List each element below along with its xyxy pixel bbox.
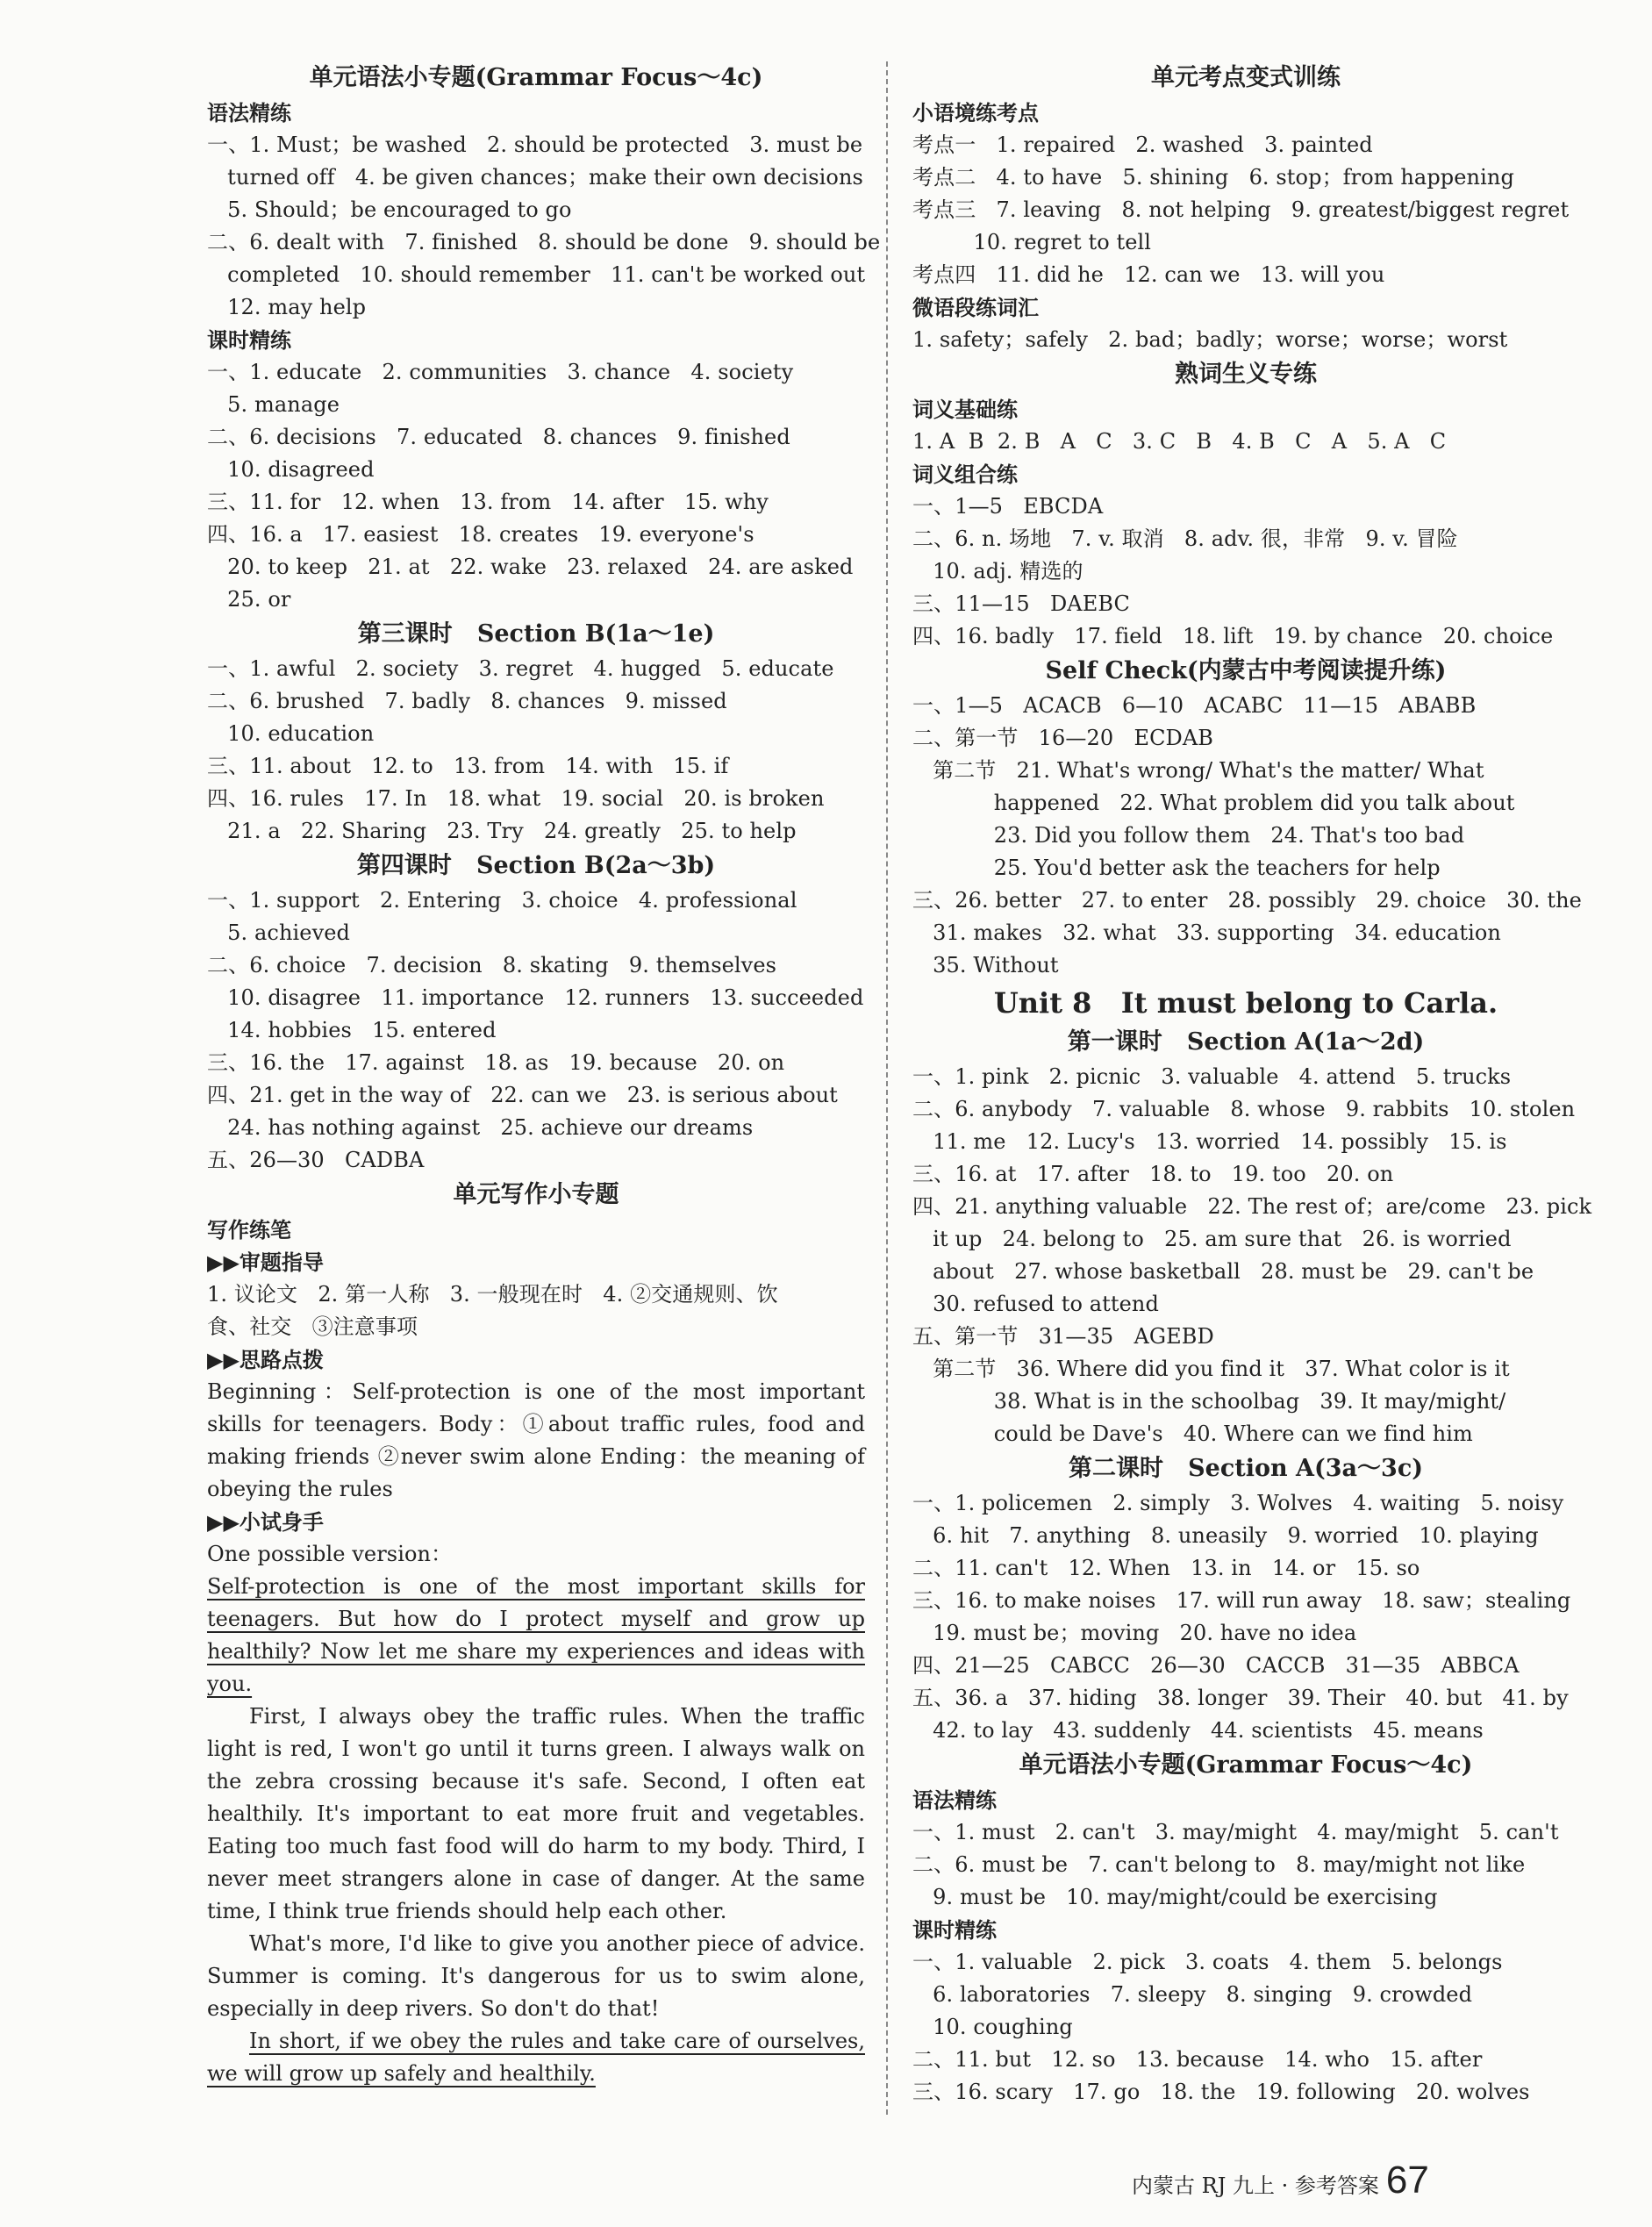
answer-line: 一、1. pink 2. picnic 3. valuable 4. attend 5. trucks	[912, 1064, 1512, 1089]
answer-line: could be Dave's 40. Where can we find him	[912, 1421, 1473, 1446]
essay-paragraph	[207, 1571, 865, 1701]
answer-line: 四、16. badly 17. field 18. lift 19. by chance 20. choice	[912, 624, 1554, 648]
answer-line: 四、21. get in the way of 22. can we 23. is serious about	[207, 1083, 838, 1107]
subsection-label: 词义组合练	[912, 462, 1018, 487]
answer-line: it up 24. belong to 25. am sure that 26. is worried	[912, 1227, 1512, 1251]
answer-line: 二、6. anybody 7. valuable 8. whose 9. rabbits 10. stolen	[912, 1097, 1576, 1121]
answer-line: 二、11. can't 12. When 13. in 14. or 15. so	[912, 1556, 1420, 1580]
answer-line: 四、21. anything valuable 22. The rest of；are/come 23. pick	[912, 1194, 1592, 1219]
answer-line: about 27. whose basketball 28. must be 29. can't be	[912, 1259, 1534, 1284]
answer-line: One possible version：	[207, 1542, 453, 1566]
essay-paragraph: First, I always obey the traffic rules. When the traffic light is red, I won't go until it turns green. I always walk on the zebra crossing because it's safe. Second, I often eat healthily. It's important to eat more fruit and vegetables. Eating too much fast food will do harm to my body. Third, I never meet strangers alone in case of danger. At the same time, I think true friends should help each other.	[207, 1704, 865, 1923]
answer-line: 10. disagree 11. importance 12. runners 13. succeeded	[207, 985, 864, 1010]
section-title: 单元语法小专题(Grammar Focus～4c)	[309, 64, 763, 91]
answer-line: 二、6. brushed 7. badly 8. chances 9. missed	[207, 689, 727, 713]
answer-line: 四、21—25 CABCC 26—30 CACCB 31—35 ABBCA	[912, 1653, 1520, 1678]
answer-line: 一、1. educate 2. communities 3. chance 4. society	[207, 360, 794, 384]
answer-line: 19. must be；moving 20. have no idea	[912, 1621, 1357, 1645]
section-title: 熟词生义专练	[1175, 361, 1317, 388]
answer-line: 5. Should；be encouraged to go	[207, 197, 572, 222]
page-footer	[1132, 2159, 1429, 2202]
answer-line: 三、11. for 12. when 13. from 14. after 15. why	[207, 490, 769, 514]
answer-line: 二、6. choice 7. decision 8. skating 9. themselves	[207, 953, 777, 977]
answer-line: 考点一 1. repaired 2. washed 3. painted	[912, 132, 1373, 157]
answer-line: turned off 4. be given chances；make their own decisions	[207, 165, 863, 190]
answer-line: 二、6. n. 场地 7. v. 取消 8. adv. 很，非常 9. v. 冒险	[912, 526, 1458, 551]
answer-line: 6. hit 7. anything 8. uneasily 9. worried 10. playing	[912, 1523, 1539, 1548]
answer-line: 一、1. Must；be washed 2. should be protected 3. must be	[207, 132, 863, 157]
subsection-label: 词义基础练	[912, 397, 1018, 422]
answer-line: 31. makes 32. what 33. supporting 34. education	[912, 920, 1501, 945]
answer-line: 二、11. but 12. so 13. because 14. who 15. after	[912, 2047, 1483, 2072]
answer-line: 10. regret to tell	[912, 230, 1152, 254]
subsection-label: ▶▶审题指导	[207, 1250, 324, 1275]
answer-line: 10. coughing	[912, 2015, 1073, 2039]
subsection-label: ▶▶小试身手	[207, 1509, 324, 1535]
subsection-label: 课时精练	[207, 327, 291, 353]
answer-line: 一、1. must 2. can't 3. may/might 4. may/might 5. can't	[912, 1820, 1559, 1844]
answer-line: 14. hobbies 15. entered	[207, 1018, 497, 1042]
right-column	[912, 60, 1592, 2109]
answer-line: 24. has nothing against 25. achieve our dreams	[207, 1115, 754, 1140]
underlined-text: In short, if we obey the rules and take care of ourselves, we will grow up safely and healthily.	[207, 2029, 865, 2086]
answer-line: 四、16. a 17. easiest 18. creates 19. everyone's	[207, 522, 754, 547]
answer-line: 9. must be 10. may/might/could be exercising	[912, 1885, 1438, 1909]
answer-line: 30. refused to attend	[912, 1292, 1159, 1316]
answer-line: 1. A B 2. B A C 3. C B 4. B C A 5. A C	[912, 429, 1447, 454]
subsection-label: 语法精练	[207, 100, 291, 125]
answer-line: 三、16. to make noises 17. will run away 18. saw；stealing	[912, 1588, 1571, 1613]
section-title: Self Check(内蒙古中考阅读提升练)	[1045, 657, 1447, 684]
subsection-label: 小语境练考点	[912, 100, 1039, 125]
answer-line: 第二节 21. What's wrong/ What's the matter/ What	[912, 758, 1484, 783]
answer-line: 四、16. rules 17. In 18. what 19. social 20. is broken	[207, 786, 825, 811]
answer-line: 考点二 4. to have 5. shining 6. stop；from happening	[912, 165, 1514, 190]
footer-text: 内蒙古 RJ 九上 · 参考答案	[1132, 2173, 1379, 2198]
answer-line: 一、1. policemen 2. simply 3. Wolves 4. waiting 5. noisy	[912, 1491, 1564, 1515]
answer-line: 三、16. scary 17. go 18. the 19. following 20. wolves	[912, 2080, 1530, 2104]
answer-line: 第二节 36. Where did you find it 37. What color is it	[912, 1357, 1510, 1381]
answer-line: 25. or	[207, 587, 291, 612]
section-title: 第四课时 Section B(2a～3b)	[356, 852, 716, 879]
answer-line: 三、11. about 12. to 13. from 14. with 15. if	[207, 754, 729, 778]
section-title: 单元写作小专题	[453, 1181, 619, 1208]
answer-line: 三、16. the 17. against 18. as 19. because 20. on	[207, 1050, 785, 1075]
answer-line: 42. to lay 43. suddenly 44. scientists 45. means	[912, 1718, 1484, 1743]
answer-line: 一、1—5 EBCDA	[912, 494, 1104, 519]
subsection-label: 写作练笔	[207, 1217, 291, 1242]
left-column	[207, 60, 881, 2090]
answer-line: 10. disagreed	[207, 457, 375, 482]
section-title: 第一课时 Section A(1a～2d)	[1067, 1028, 1425, 1056]
answer-line: 五、第一节 31—35 AGEBD	[912, 1324, 1214, 1349]
answer-line: 五、26—30 CADBA	[207, 1148, 425, 1172]
answer-line: 一、1. valuable 2. pick 3. coats 4. them 5. belongs	[912, 1950, 1503, 1974]
page-number: 67	[1385, 2159, 1429, 2202]
answer-line: 一、1. support 2. Entering 3. choice 4. professional	[207, 888, 797, 913]
column-divider	[886, 61, 888, 2115]
answer-line: 二、6. dealt with 7. finished 8. should be done 9. should be	[207, 230, 881, 254]
answer-line: happened 22. What problem did you talk about	[912, 791, 1515, 815]
subsection-label: 语法精练	[912, 1787, 997, 1813]
answer-line: 23. Did you follow them 24. That's too bad	[912, 823, 1465, 848]
subsection-label: 课时精练	[912, 1917, 997, 1943]
subsection-label: ▶▶思路点拨	[207, 1347, 324, 1372]
answer-line: 考点三 7. leaving 8. not helping 9. greatest/biggest regret	[912, 197, 1570, 222]
answer-line: 11. me 12. Lucy's 13. worried 14. possibly 15. is	[912, 1129, 1507, 1154]
section-title: 单元语法小专题(Grammar Focus～4c)	[1019, 1751, 1473, 1779]
answer-line: 一、1. awful 2. society 3. regret 4. hugged 5. educate	[207, 656, 834, 681]
answer-line: 二、6. must be 7. can't belong to 8. may/might not like	[912, 1852, 1526, 1877]
answer-line: 10. adj. 精选的	[912, 559, 1083, 584]
unit-title: Unit 8 It must belong to Carla.	[993, 986, 1498, 1020]
answer-line: completed 10. should remember 11. can't be worked out	[207, 262, 866, 287]
answer-line: 38. What is in the schoolbag 39. It may/might/	[912, 1389, 1506, 1414]
essay-paragraph	[207, 2025, 865, 2090]
answer-line: 一、1—5 ACACB 6—10 ACABC 11—15 ABABB	[912, 693, 1477, 718]
answer-line: 20. to keep 21. at 22. wake 23. relaxed 24. are asked	[207, 555, 854, 579]
answer-line: 5. achieved	[207, 920, 351, 945]
essay-paragraph: What's more, I'd like to give you another piece of advice. Summer is coming. It's dangerous for us to swim alone, especially in deep rivers. So don't do that!	[207, 1931, 865, 2021]
answer-line: 12. may help	[207, 295, 367, 319]
subsection-label: 微语段练词汇	[912, 295, 1039, 320]
answer-line: 考点四 11. did he 12. can we 13. will you	[912, 262, 1385, 287]
section-title: 第三课时 Section B(1a～1e)	[357, 620, 715, 648]
answer-line: 1. 议论文 2. 第一人称 3. 一般现在时 4. ②交通规则、饮	[207, 1282, 778, 1307]
answer-line: 6. laboratories 7. sleepy 8. singing 9. crowded	[912, 1982, 1473, 2007]
answer-line: 二、第一节 16—20 ECDAB	[912, 726, 1214, 750]
essay-paragraph: Beginning：Self-protection is one of the most important skills for teenagers. Body：①about traffic rules, food and making friends ②never swim alone Ending：the meaning of obeying the rules	[207, 1379, 865, 1501]
answer-line: 10. education	[207, 721, 375, 746]
answer-line: 21. a 22. Sharing 23. Try 24. greatly 25. to help	[207, 819, 797, 843]
answer-line: 5. manage	[207, 392, 340, 417]
answer-line: 35. Without	[912, 953, 1059, 977]
underlined-text: Self-protection is one of the most important skills for teenagers. But how do I protect myself and grow up healthily? Now let me share my experiences and ideas with you.	[207, 1574, 865, 1696]
answer-line: 25. You'd better ask the teachers for help	[912, 856, 1441, 880]
answer-line: 五、36. a 37. hiding 38. longer 39. Their 40. but 41. by	[912, 1686, 1569, 1710]
answer-line: 食、社交 ③注意事项	[207, 1314, 418, 1339]
answer-line: 1. safety；safely 2. bad；badly；worse；worse；worst	[912, 327, 1508, 352]
answer-line: 二、6. decisions 7. educated 8. chances 9. finished	[207, 425, 790, 449]
section-title: 单元考点变式训练	[1151, 64, 1341, 91]
answer-line: 三、16. at 17. after 18. to 19. too 20. on	[912, 1162, 1394, 1186]
answer-line: 三、11—15 DAEBC	[912, 591, 1131, 616]
section-title: 第二课时 Section A(3a～3c)	[1068, 1455, 1424, 1482]
answer-line: 三、26. better 27. to enter 28. possibly 29. choice 30. the	[912, 888, 1582, 913]
